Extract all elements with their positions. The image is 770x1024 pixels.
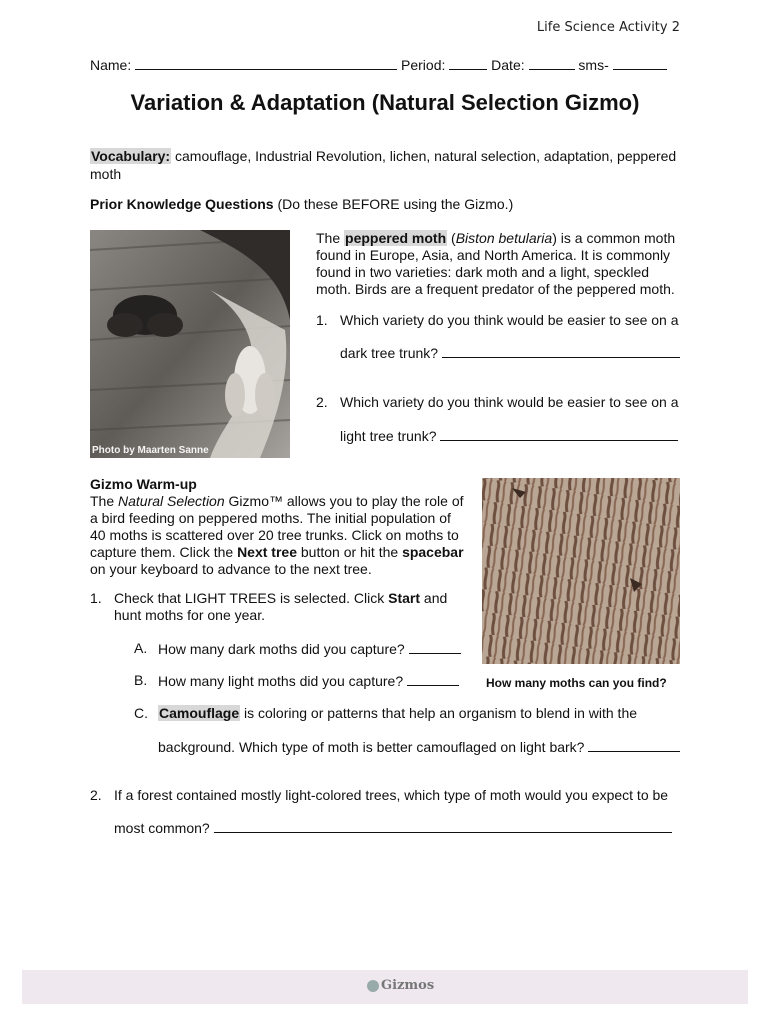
- question-text: If a forest contained mostly light-colored trees, which type of moth would you expect to be: [114, 787, 669, 803]
- prior-knowledge-heading: [90, 196, 690, 212]
- subquestion-label: A.: [134, 640, 148, 656]
- peppered-moth-term: peppered moth: [345, 230, 447, 246]
- question-text: [114, 590, 674, 606]
- gizmos-logo-text: Gizmos: [381, 978, 435, 993]
- question-text: hunt moths for one year.: [114, 607, 265, 623]
- subquestion-label: B.: [134, 672, 148, 688]
- warmup-text: [90, 493, 465, 578]
- warmup-text-part: The: [90, 493, 119, 509]
- warmup-heading: Gizmo Warm-up: [90, 476, 197, 492]
- name-blank: [135, 56, 397, 70]
- question-text: dark tree trunk?: [340, 345, 439, 361]
- answer-blank[interactable]: [409, 640, 461, 654]
- tree-bark-photo: [482, 478, 680, 664]
- vocabulary-label: Vocabulary:: [91, 148, 171, 164]
- start-term: Start: [388, 590, 421, 606]
- question-number: 1.: [316, 312, 328, 328]
- bark-texture-illustration: [482, 478, 680, 664]
- date-label: Date:: [491, 57, 525, 73]
- question-number: 2.: [90, 787, 102, 803]
- question-text-part: and: [420, 590, 448, 606]
- answer-blank[interactable]: [214, 819, 672, 833]
- question-number: 1.: [90, 590, 102, 606]
- sms-blank: [613, 56, 667, 70]
- moth-bark-illustration: [90, 230, 290, 458]
- warmup-text-part: Gizmo™ allows you to play the role of a bird feeding on peppered moths. The initial population of 40 moths is scattered over 20 tree trunks. Click on moths to capture them. Click the: [90, 493, 464, 560]
- course-label: Life Science Activity 2: [536, 20, 680, 35]
- natural-selection-term: Natural Selection: [118, 493, 225, 509]
- subquestion-text: How many light moths did you capture?: [158, 673, 404, 689]
- period-blank: [449, 56, 487, 70]
- question-text: light tree trunk?: [340, 428, 437, 444]
- warmup-text-part: button or hit the: [296, 544, 403, 560]
- vocabulary-text: camouflage, Industrial Revolution, lichen, natural selection, adaptation, peppered moth: [90, 148, 677, 182]
- question-text: Which variety do you think would be easier to see on a: [340, 394, 679, 410]
- intro-pre: The: [316, 230, 345, 246]
- next-tree-term: Next tree: [237, 544, 297, 560]
- camouflage-term: Camouflage: [159, 705, 240, 721]
- gizmo-warmup: [90, 476, 465, 578]
- subquestion-text: is coloring or patterns that help an organism to blend in with the: [240, 705, 638, 721]
- question-text: most common?: [114, 820, 210, 836]
- answer-blank[interactable]: [407, 672, 459, 686]
- name-label: Name:: [90, 57, 132, 73]
- answer-blank[interactable]: [588, 738, 680, 752]
- answer-blank[interactable]: [442, 344, 680, 358]
- page-title: Variation & Adaptation (Natural Selection Gizmo): [130, 90, 640, 115]
- vocabulary-section: [90, 147, 690, 183]
- sms-label: sms-: [578, 57, 609, 73]
- answer-blank[interactable]: [440, 427, 678, 441]
- question-number: 2.: [316, 394, 328, 410]
- period-label: Period:: [401, 57, 446, 73]
- peppered-moth-photo: [90, 230, 290, 458]
- name-period-date-line: [90, 56, 690, 73]
- question-text-part: Check that LIGHT TREES is selected. Click: [114, 590, 389, 606]
- intro-post: ) is a common moth found in Europe, Asia, and North America. It is commonly found in two varieties: dark moth and a light, speckled moth. Birds are a frequent predator of the peppered moth.: [316, 230, 676, 297]
- spacebar-term: spacebar: [402, 544, 464, 560]
- subquestion-label: C.: [134, 705, 148, 721]
- footer-bar: [22, 970, 748, 1004]
- gizmos-logo: [367, 978, 434, 993]
- prior-knowledge-note: (Do these BEFORE using the Gizmo.): [273, 196, 514, 212]
- question-text: Which variety do you think would be easier to see on a: [340, 312, 679, 328]
- prior-knowledge-label: Prior Knowledge Questions: [90, 196, 274, 212]
- gizmos-logo-icon: [367, 980, 379, 992]
- species-name: Biston betularia: [455, 230, 553, 246]
- subquestion-text: background. Which type of moth is better camouflaged on light bark?: [158, 739, 585, 755]
- peppered-moth-intro: [316, 230, 686, 298]
- photo-credit: Photo by Maarten Sanne: [92, 445, 209, 456]
- intro-mid: (: [447, 230, 456, 246]
- warmup-text-part: on your keyboard to advance to the next tree.: [90, 561, 372, 577]
- date-blank: [529, 56, 575, 70]
- subquestion-text: How many dark moths did you capture?: [158, 641, 405, 657]
- photo-caption: How many moths can you find?: [486, 676, 667, 690]
